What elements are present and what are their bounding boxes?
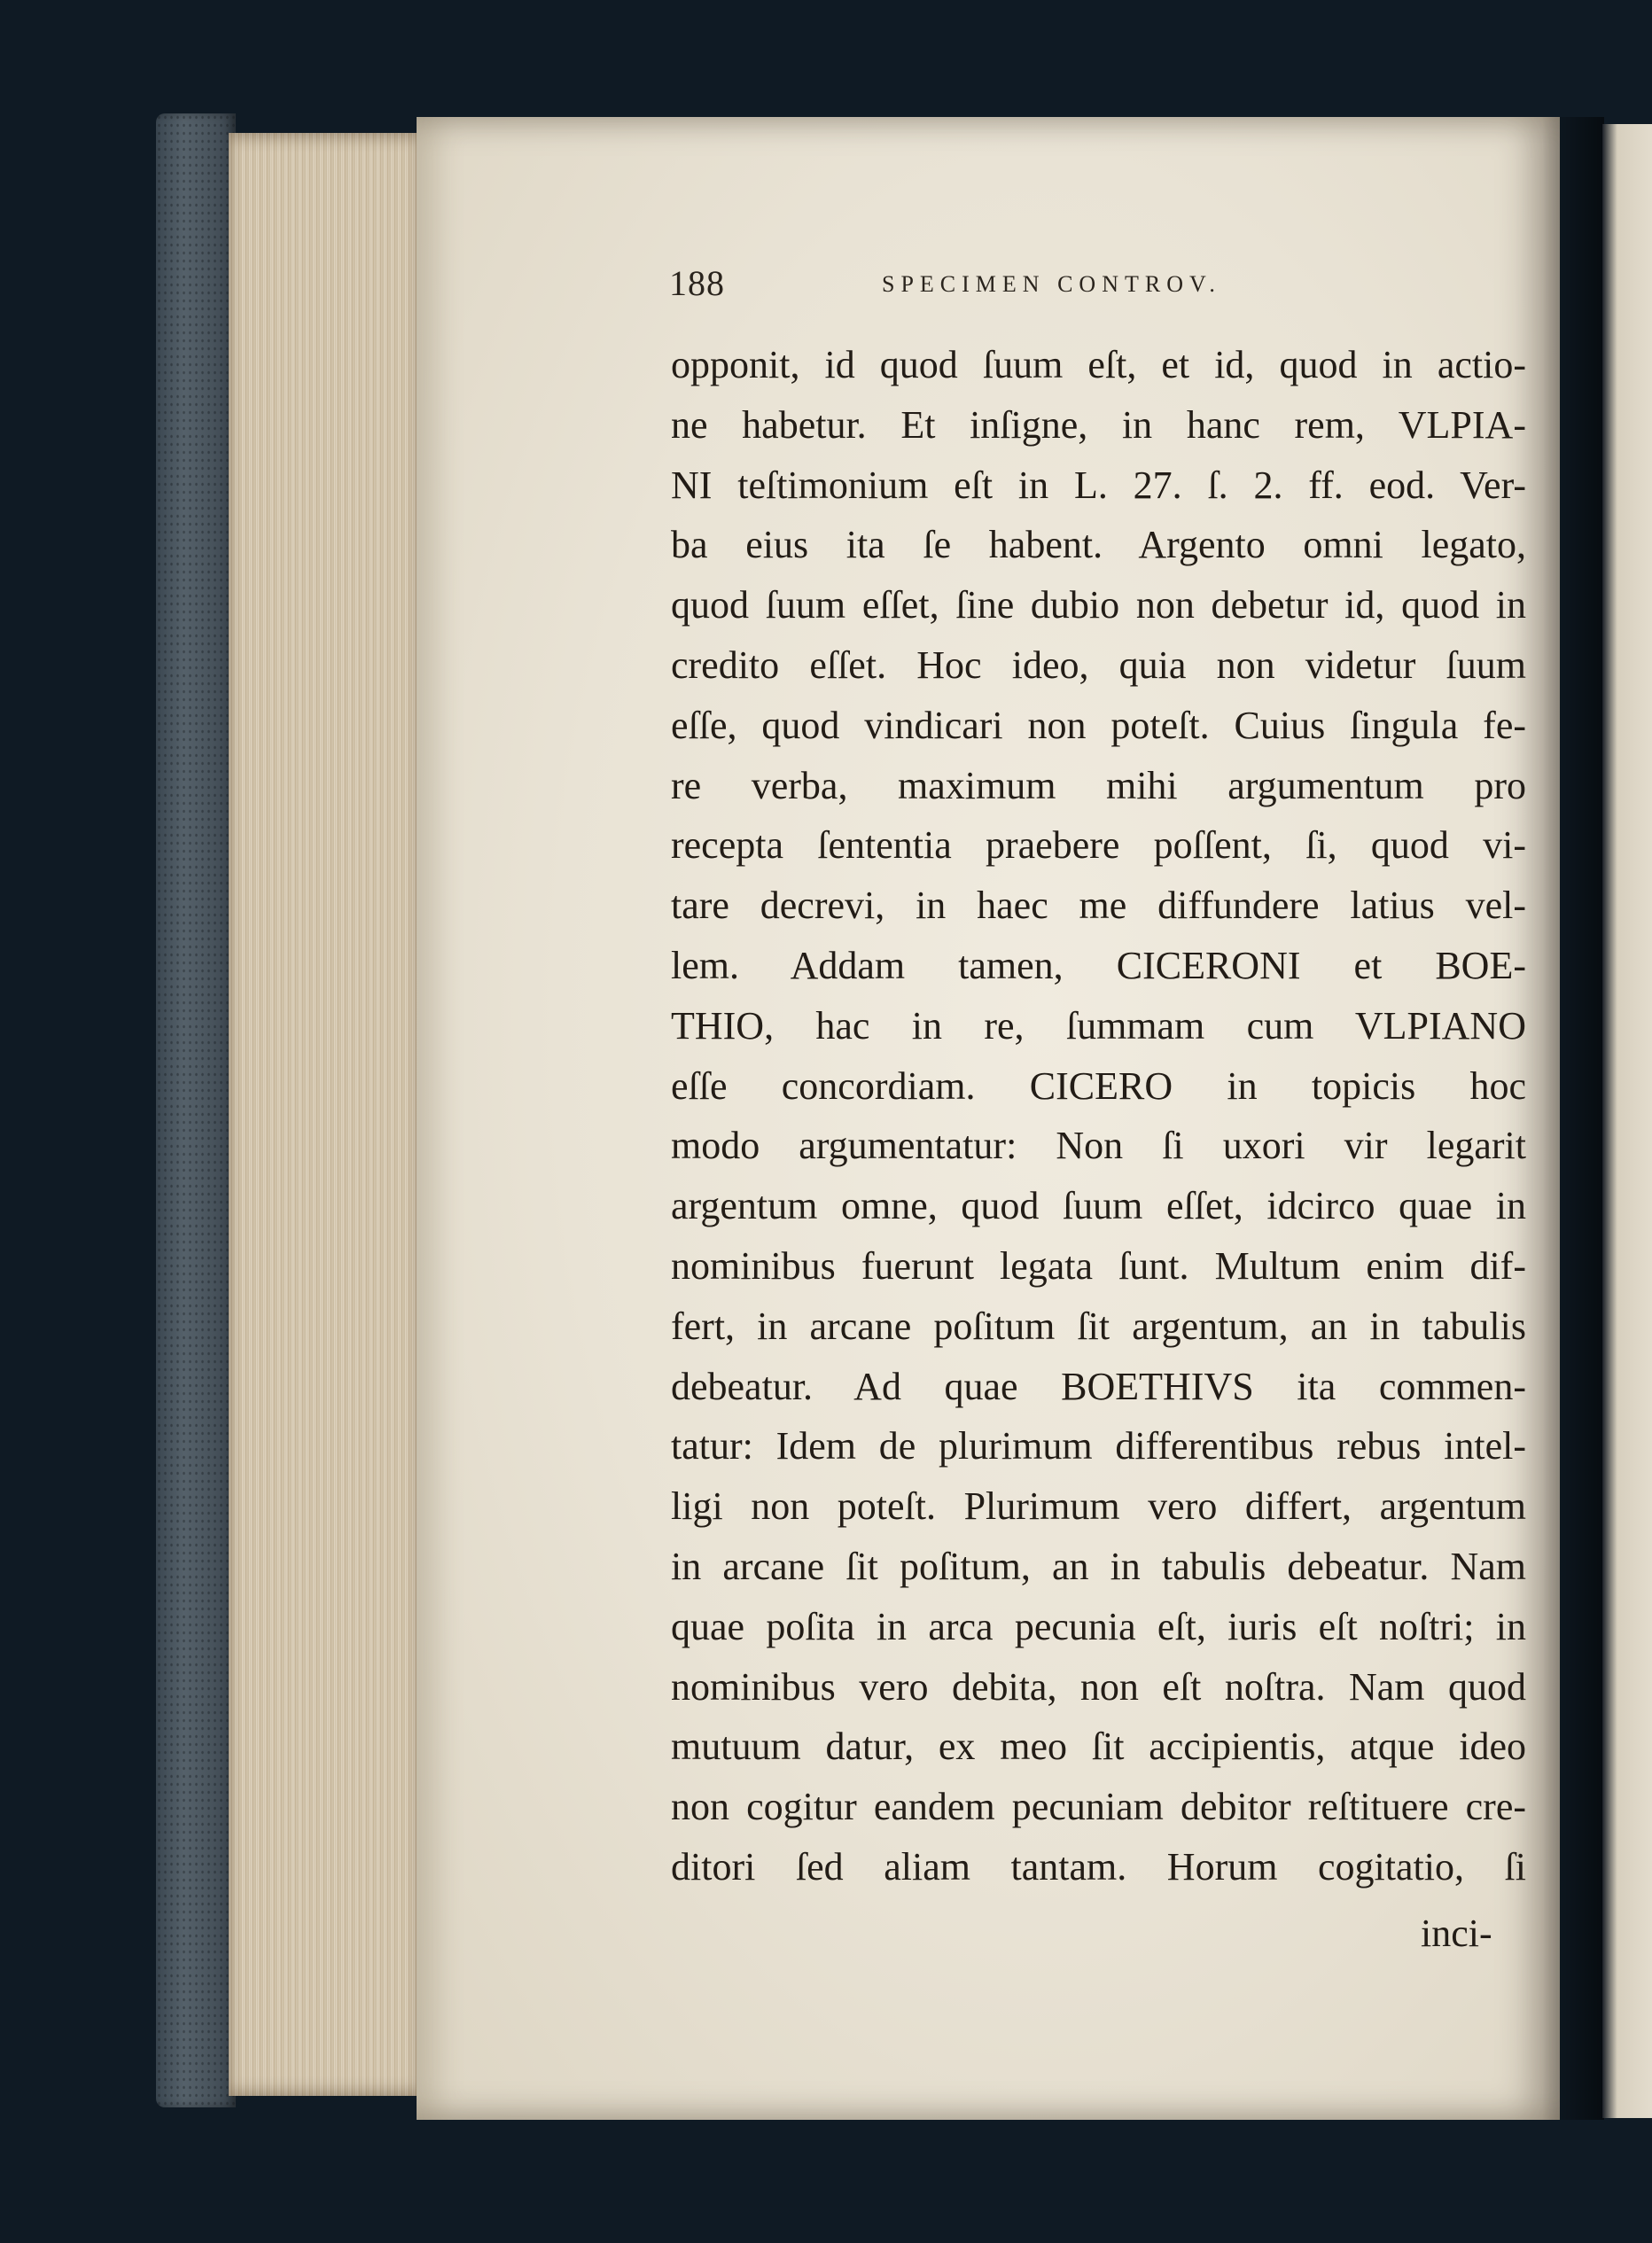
- catchword: inci-: [1421, 1912, 1492, 1955]
- text-line: mutuum datur, ex meo ſit accipientis, atque ideo: [671, 1725, 1526, 1769]
- facing-page-edge: [1602, 124, 1652, 2118]
- page-edges: [229, 133, 419, 2096]
- text-line: lem. Addam tamen, CICERONI et BOE-: [671, 943, 1526, 987]
- body-text: [671, 335, 1526, 1897]
- gutter-shadow: [1542, 117, 1604, 2120]
- text-line: argentum omne, quod ſuum eſſet, idcirco quae in: [671, 1184, 1526, 1228]
- text-line: eſſe, quod vindicari non poteſt. Cuius ſingula fe-: [671, 703, 1526, 747]
- text-line: non cogitur eandem pecuniam debitor reſtituere cre-: [671, 1785, 1526, 1829]
- text-line: THIO, hac in re, ſummam cum VLPIANO: [671, 1003, 1526, 1048]
- page-header: [669, 262, 1378, 315]
- text-line: modo argumentatur: Non ſi uxori vir legarit: [671, 1124, 1526, 1168]
- text-line: ba eius ita ſe habent. Argento omni legato,: [671, 523, 1526, 567]
- text-line: tare decrevi, in haec me diffundere latius vel-: [671, 884, 1526, 928]
- text-line: recepta ſententia praebere poſſent, ſi, quod vi-: [671, 823, 1526, 868]
- text-line: ligi non poteſt. Plurimum vero differt, argentum: [671, 1484, 1526, 1529]
- text-line: opponit, id quod ſuum eſt, et id, quod in actio-: [671, 343, 1526, 386]
- text-line: re verba, maximum mihi argumentum pro: [671, 763, 1526, 807]
- text-line: eſſe concordiam. CICERO in topicis hoc: [671, 1063, 1526, 1108]
- text-line: tatur: Idem de plurimum differentibus rebus intel-: [671, 1424, 1526, 1468]
- text-line: ne habetur. Et inſigne, in hanc rem, VLPIA-: [671, 402, 1526, 447]
- text-line: fert, in arcane poſitum ſit argentum, an in tabulis: [671, 1304, 1526, 1348]
- text-line: nominibus fuerunt legata ſunt. Multum enim dif-: [671, 1243, 1526, 1288]
- text-line: debeatur. Ad quae BOETHIVS ita commen-: [671, 1364, 1526, 1408]
- book-cover: [156, 113, 236, 2107]
- text-line: credito eſſet. Hoc ideo, quia non videtur ſuum: [671, 643, 1526, 687]
- running-head: SPECIMEN CONTROV.: [882, 271, 1221, 297]
- text-line: NI teſtimonium eſt in L. 27. ſ. 2. ff. eod. Ver-: [671, 463, 1526, 507]
- text-line: nominibus vero debita, non eſt noſtra. Nam quod: [671, 1664, 1526, 1709]
- text-line: quod ſuum eſſet, ſine dubio non debetur id, quod in: [671, 583, 1526, 627]
- page-number: 188: [669, 263, 725, 303]
- text-line: in arcane ſit poſitum, an in tabulis debeatur. Nam: [671, 1544, 1526, 1588]
- text-line: ditori ſed aliam tantam. Horum cogitatio, ſi: [671, 1844, 1526, 1889]
- text-line: quae poſita in arca pecunia eſt, iuris eſt noſtri; in: [671, 1604, 1526, 1648]
